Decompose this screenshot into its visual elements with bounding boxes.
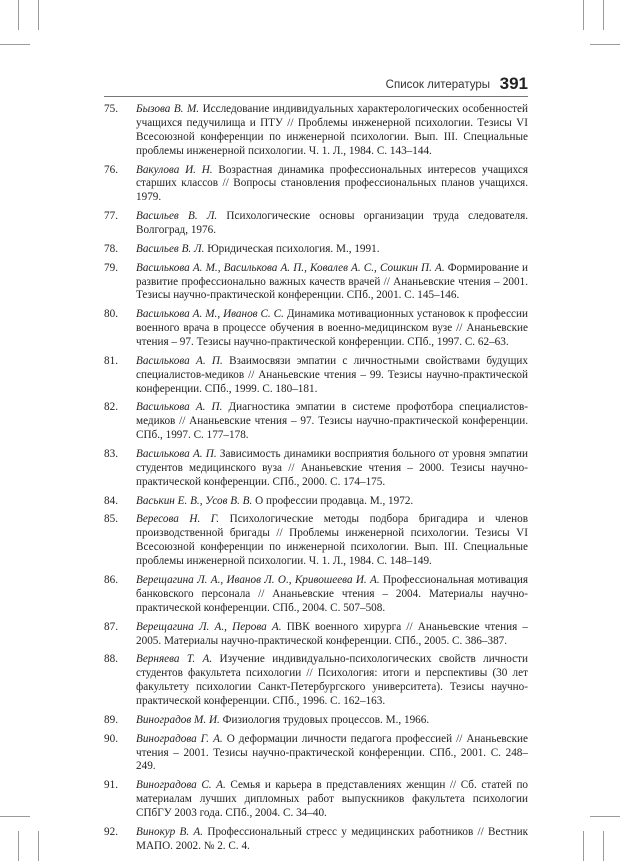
reference-item xyxy=(104,448,528,490)
reference-authors: Верещагина Л. А., Иванов Л. О., Кривошеева И. А. xyxy=(136,573,380,586)
reference-text: Формирование и развитие профессионально важных качеств врачей // Ананьевские чтения – 2001. Тезисы научно-практической конференции. СПб., 2001. С. 145–146. xyxy=(136,261,529,302)
reference-item xyxy=(104,210,528,238)
reference-authors: Васильев В. Л. xyxy=(136,242,205,255)
reference-authors: Виноградова С. А. xyxy=(136,779,226,792)
reference-authors: Виноградов М. И. xyxy=(136,713,220,726)
crop-mark-bottom-right-h xyxy=(590,816,620,817)
reference-text: Профессиональный стресс у медицинских работников // Вестник МАПО. 2002. № 2. С. 4. xyxy=(136,825,528,852)
crop-mark-top-left-h xyxy=(0,44,30,45)
reference-authors: Бызова В. М. xyxy=(136,103,200,115)
reference-number: 86. xyxy=(104,573,118,586)
reference-text: ПВК военного хирурга // Ананьевские чтения – 2005. Материалы научно-практической конференции. СПб., 2005. С. 386–387. xyxy=(136,620,528,647)
reference-authors: Верещагина Л. А., Перова А. xyxy=(136,620,282,633)
reference-number: 78. xyxy=(104,242,118,255)
reference-item xyxy=(104,779,528,821)
reference-authors: Вакулова И. Н. xyxy=(136,163,213,176)
reference-item xyxy=(104,243,528,257)
reference-text: Юридическая психология. М., 1991. xyxy=(207,242,380,255)
crop-mark-bottom-right-v2 xyxy=(603,831,604,861)
reference-number: 83. xyxy=(104,448,118,461)
reference-item xyxy=(104,513,528,569)
reference-authors: Василькова А. П. xyxy=(136,354,223,367)
reference-item xyxy=(104,714,528,728)
reference-item xyxy=(104,733,528,775)
reference-text: Возрастная динамика профессиональных интересов учащихся старших классов // Вопросы становления профессиональных планов учащихся. 1979. xyxy=(136,163,529,204)
reference-item xyxy=(104,653,528,709)
reference-text: Диагностика эмпатии в системе профотбора специалистов-медиков // Ананьевские чтения – 97. Тезисы научно-практической конференции. СПб., 1997. С. 177–178. xyxy=(136,401,528,442)
reference-text: Взаимосвязи эмпатии с личностными свойствами будущих специалистов-медиков // Ананьевские чтения – 99. Тезисы научно-практической конференции. СПб., 1999. С. 180–181. xyxy=(136,354,529,395)
reference-item xyxy=(104,262,528,304)
reference-number: 77. xyxy=(104,210,118,223)
reference-text: Исследование индивидуальных характерологических особенностей учащихся педучилища и ПТУ // Проблемы инженерной психологии. Тезисы VI Всесоюзной конференции по инженерной психологии. Вып. III. Специальные проблемы инженерной психологии. Ч. 1. Л., 1984. С. 143–144. xyxy=(136,103,529,157)
crop-mark-top-left-v2 xyxy=(38,0,39,30)
reference-text: Профессиональная мотивация банковского персонала // Ананьевские чтения – 2004. Материалы научно-практической конференции. СПб., 2004. С. 507–508. xyxy=(136,573,528,614)
running-header xyxy=(104,74,528,97)
crop-mark-bottom-left-v2 xyxy=(38,831,39,861)
reference-item xyxy=(104,495,528,509)
reference-number: 79. xyxy=(104,261,118,274)
reference-authors: Винокур В. А. xyxy=(136,825,204,838)
reference-authors: Вересова Н. Г. xyxy=(136,513,220,526)
crop-mark-top-right-h xyxy=(590,44,620,45)
reference-text: О деформации личности педагога профессией // Ананьевские чтения – 2001. Тезисы научно-практической конференции. СПб., 2001. С. 248–249. xyxy=(136,732,528,773)
reference-item xyxy=(104,574,528,616)
reference-number: 84. xyxy=(104,494,118,507)
reference-item xyxy=(104,308,528,350)
reference-authors: Васильев В. Л. xyxy=(136,210,218,223)
reference-number: 88. xyxy=(104,653,118,666)
reference-number: 87. xyxy=(104,620,118,633)
reference-number: 80. xyxy=(104,308,118,321)
reference-number: 81. xyxy=(104,354,118,367)
reference-number: 82. xyxy=(104,401,118,414)
reference-number: 92. xyxy=(104,825,118,838)
reference-authors: Виноградова Г. А. xyxy=(136,732,223,745)
reference-text: Зависимость динамики восприятия больного от уровня эмпатии студентов медицинского вуза // Ананьевские чтения – 2000. Тезисы научно-практической конференции. СПб., 2000. С. 174–175. xyxy=(136,448,529,488)
reference-text: О профессии продавца. М., 1972. xyxy=(255,494,414,507)
reference-authors: Василькова А. П. xyxy=(136,401,223,414)
reference-item xyxy=(104,401,528,443)
reference-list xyxy=(104,103,528,859)
reference-text: Физиология трудовых процессов. М., 1966. xyxy=(222,713,430,726)
reference-number: 90. xyxy=(104,732,118,745)
reference-text: Изучение индивидуально-психологических свойств личности студентов факультета психологии // Психология: итоги и перспективы (30 лет факультету психологии Санкт-Петербургского университета). Тезисы научно-практической конференции. СПб., 1996. С. 162–163. xyxy=(136,653,529,708)
reference-item xyxy=(104,164,528,206)
reference-text: Психологические основы организации труда следователя. Волгоград, 1976. xyxy=(136,210,529,237)
crop-mark-bottom-left-h xyxy=(0,816,30,817)
reference-text: Динамика мотивационных установок к профессии военного врача в процессе обучения в военно-медицинском вузе // Ананьевские чтения – 97. Тезисы научно-практической конференции. СПб., 1997. С. 62–63. xyxy=(136,308,528,349)
reference-item xyxy=(104,355,528,397)
crop-mark-top-left-v xyxy=(18,0,19,30)
reference-item xyxy=(104,826,528,854)
reference-item xyxy=(104,621,528,649)
reference-number: 91. xyxy=(104,779,118,792)
reference-authors: Верняева Т. А. xyxy=(136,653,213,666)
reference-text: Семья и карьера в представлениях женщин // Сб. статей по материалам лучших дипломных работ выпускников факультета психологии СПбГУ 2003 года. СПб., 2004. С. 34–40. xyxy=(136,779,529,820)
crop-mark-bottom-right-v xyxy=(583,831,584,861)
reference-item xyxy=(104,103,528,159)
reference-authors: Василькова А. М., Иванов С. С. xyxy=(136,308,284,321)
reference-number: 76. xyxy=(104,163,118,176)
page-number: 391 xyxy=(499,74,528,93)
reference-authors: Василькова А. П. xyxy=(136,448,217,461)
crop-mark-top-right-v xyxy=(583,0,584,30)
crop-mark-bottom-left-v xyxy=(18,831,19,861)
reference-number: 89. xyxy=(104,713,118,726)
section-title: Список литературы xyxy=(385,79,490,91)
reference-number: 85. xyxy=(104,513,118,526)
crop-mark-top-right-v2 xyxy=(603,0,604,30)
reference-authors: Василькова А. М., Василькова А. П., Ковалев А. С., Сошкин П. А. xyxy=(136,261,445,274)
reference-number: 75. xyxy=(104,103,118,115)
reference-authors: Васькин Е. В., Усов В. В. xyxy=(136,494,253,507)
reference-text: Психологические методы подбора бригадира и членов производственной бригады // Проблемы инженерной психологии. Тезисы VI Всесоюзной конференции по инженерной психологии. Вып. III. Специальные проблемы инженерной психологии. Ч. 1. Л., 1984. С. 148–149. xyxy=(136,513,529,568)
